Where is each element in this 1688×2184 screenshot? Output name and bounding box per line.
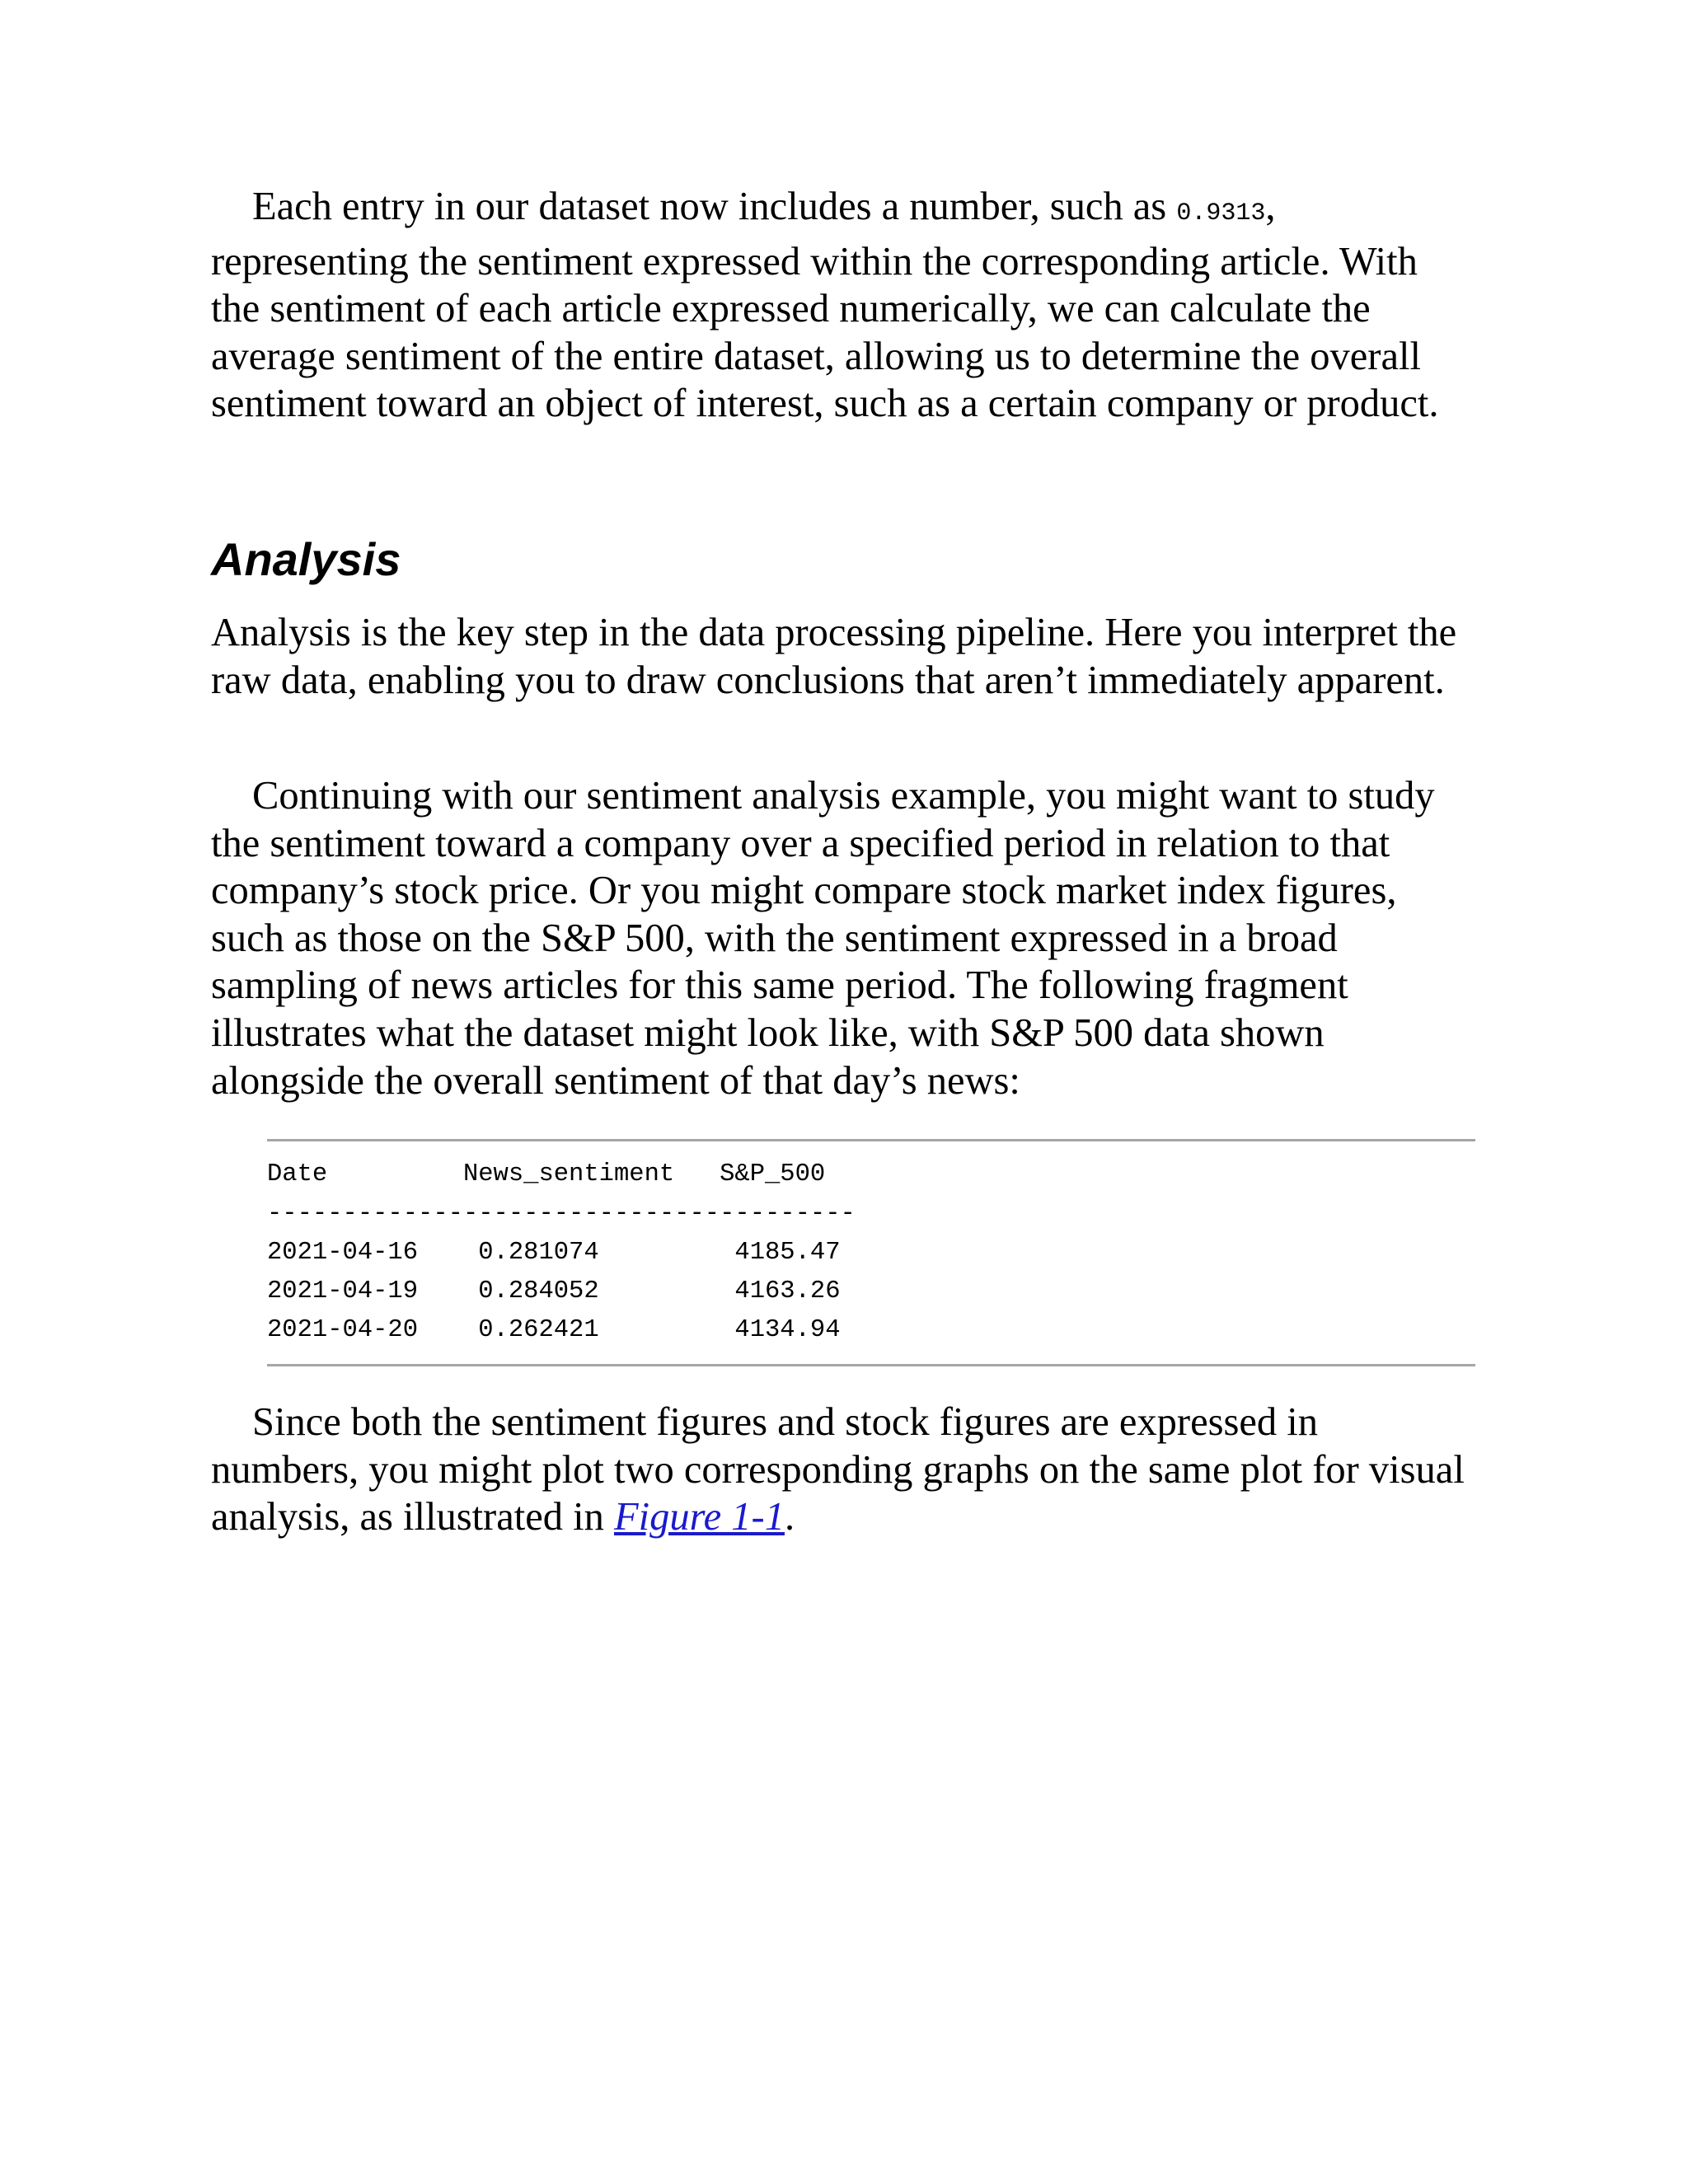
paragraph-text: , representing the sentiment expressed within the corresponding article. With the sentiment of each article expressed numerically, we can calculate the average sentiment of the entire dataset, allowing us to determine the overall sentiment toward an object of interest, such as a certain company or product. [211, 185, 1439, 426]
inline-code: 0.9313 [1176, 199, 1266, 227]
code-block [267, 1139, 1475, 1366]
paragraph-dataset-entry [211, 183, 1472, 428]
paragraph-text: . [784, 1495, 795, 1540]
code-line-row: 2021-04-19 0.284052 4163.26 [267, 1277, 841, 1305]
code-line-separator: --------------------------------------- [267, 1200, 856, 1228]
code-line-row: 2021-04-16 0.281074 4185.47 [267, 1239, 841, 1267]
section-heading: Analysis [211, 533, 401, 585]
figure-link[interactable]: Figure 1-1 [613, 1495, 785, 1540]
code-line-header: Date News_sentiment S&P_500 [267, 1160, 826, 1188]
paragraph-sentiment-example: Continuing with our sentiment analysis example, you might want to study the sentiment toward a company over a specified period in relation to that company’s stock price. Or you might compare stock market index figures, such as those on the S&P 500, with the sentiment expressed in a broad sampling of news articles for this same period. The following fragment illustrates what the dataset might look like, with S&P 500 data shown alongside the overall sentiment of that day’s news: [211, 774, 1435, 1103]
paragraph-text: Since both the sentiment figures and stock figures are expressed in numbers, you might plot two corresponding graphs on the same plot for visual analysis, as illustrated in [211, 1400, 1465, 1540]
paragraph-plot-suggestion [211, 1399, 1472, 1541]
document-page [211, 183, 1472, 1540]
paragraph-analysis-intro: Analysis is the key step in the data processing pipeline. Here you interpret the raw data, enabling you to draw conclusions that aren’t immediately apparent. [211, 611, 1457, 702]
code-line-row: 2021-04-20 0.262421 4134.94 [267, 1316, 841, 1344]
paragraph-text: Each entry in our dataset now includes a number, such as [252, 185, 1177, 228]
